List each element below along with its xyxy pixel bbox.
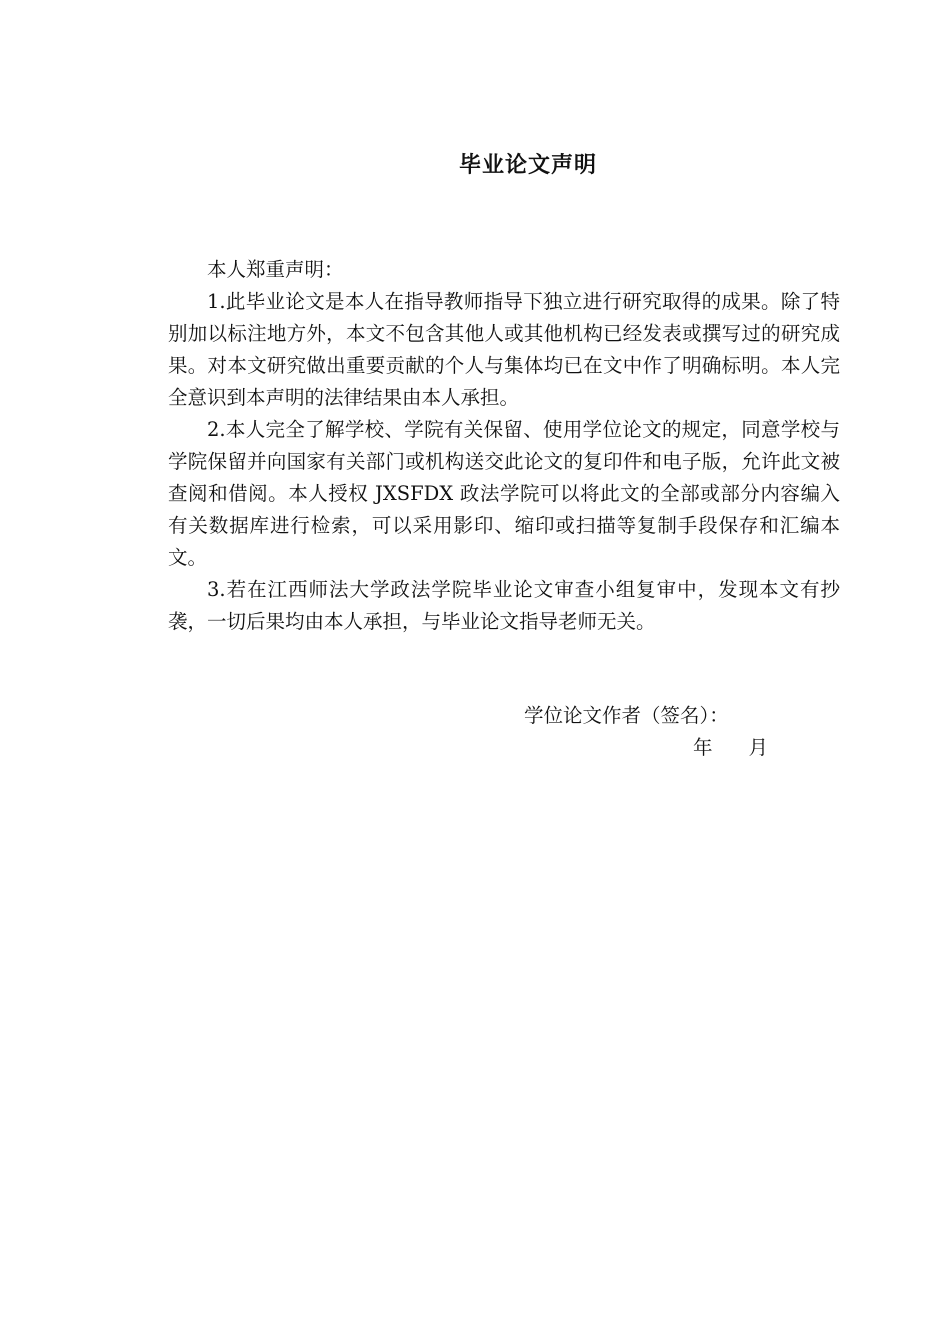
date-line (693, 732, 768, 764)
clause-1: 1.此毕业论文是本人在指导教师指导下独立进行研究取得的成果。除了特别加以标注地方外，本文不包含其他人或其他机构已经发表或撰写过的研究成果。对本文研究做出重要贡献的个人与集体均已在文中作了明确标明。本人完全意识到本声明的法律结果由本人承担。 (168, 290, 840, 409)
page-title: 毕业论文声明 (458, 153, 597, 178)
clause-2: 2.本人完全了解学校、学院有关保留、使用学位论文的规定，同意学校与学院保留并向国家有关部门或机构送交此论文的复印件和电子版，允许此文被查阅和借阅。本人授权 JXSFDX 政法学院可以将此文的全部或部分内容编入有关数据库进行检索，可以采用影印、缩印或扫描等复制手段保存和汇编本文。 (168, 418, 840, 569)
clause-3: 3.若在江西师法大学政法学院毕业论文审查小组复审中，发现本文有抄袭，一切后果均由本人承担，与毕业论文指导老师无关。 (168, 578, 840, 633)
signature-label: 学位论文作者（签名）： (524, 704, 729, 727)
intro-line: 本人郑重声明： (207, 258, 344, 281)
declaration-body (168, 254, 840, 638)
date-month-label: 月 (748, 736, 769, 759)
date-year-label: 年 (693, 736, 713, 759)
